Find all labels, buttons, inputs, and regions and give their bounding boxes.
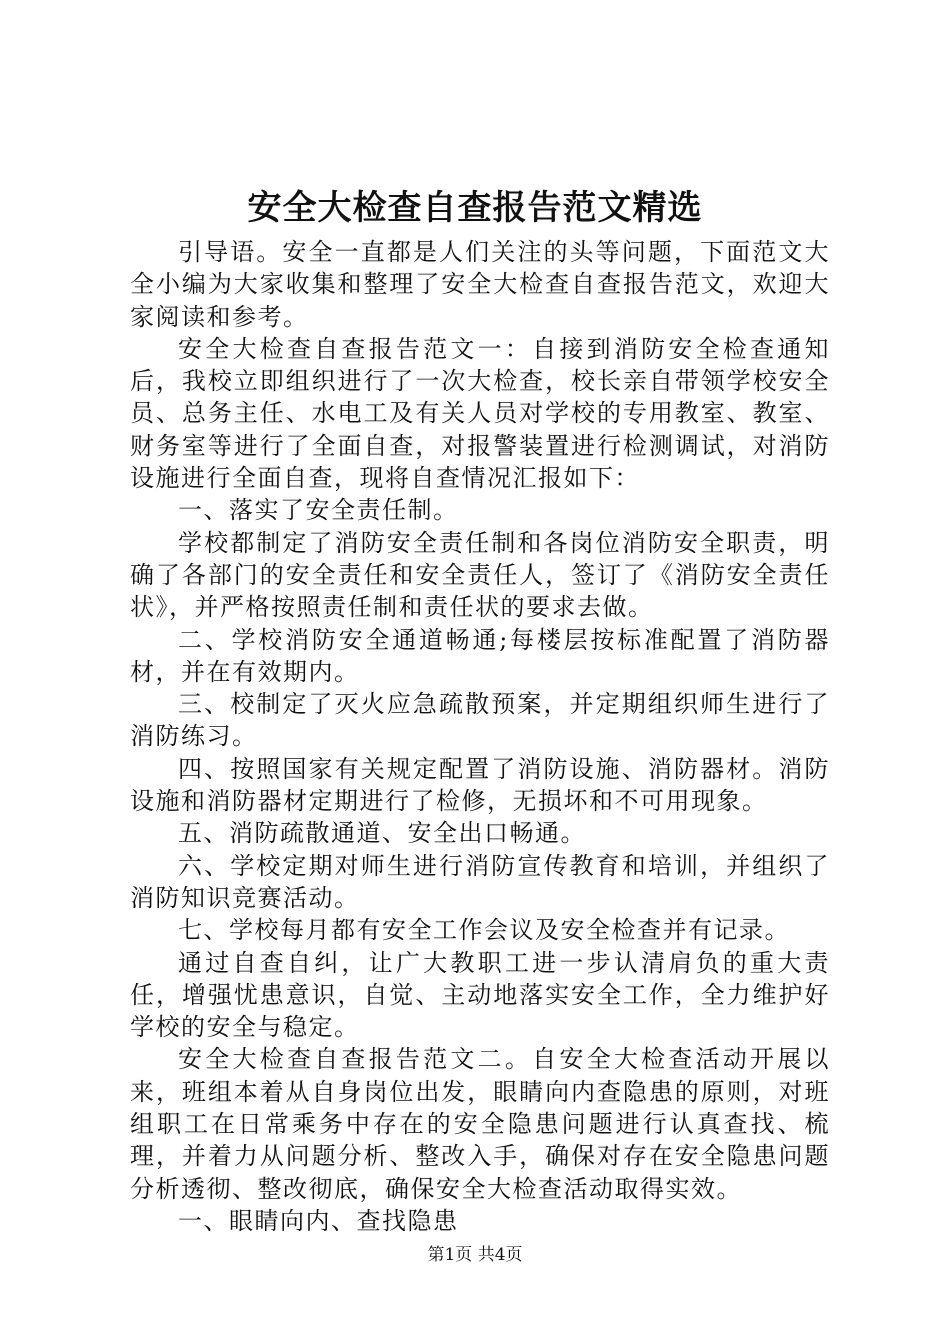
paragraph-sample-two: 安全大检查自查报告范文二。自安全大检查活动开展以来，班组本着从自身岗位出发，眼睛向内查隐患的原则，对班组职工在日常乘务中存在的安全隐患问题进行认真查找、梳理，并着力从问题分析、整改入手，确保对存在安全隐患问题分析透彻、整改彻底，确保安全大检查活动取得实效。 <box>130 1045 830 1203</box>
paragraph-item-5: 五、消防疏散通道、安全出口畅通。 <box>178 819 586 848</box>
paragraph-conclusion: 通过自查自纠，让广大教职工进一步认清肩负的重大责任，增强忧患意识，自觉、主动地落实安全工作，全力维护好学校的安全与稳定。 <box>130 948 830 1042</box>
paragraph-intro: 引导语。安全一直都是人们关注的头等问题，下面范文大全小编为大家收集和整理了安全大检查自查报告范文，欢迎大家阅读和参考。 <box>130 238 830 331</box>
page-number: 第1页 共4页 <box>427 1245 523 1265</box>
document-body <box>130 236 830 1237</box>
paragraph-sample-one: 安全大检查自查报告范文一：自接到消防安全检查通知后，我校立即组织进行了一次大检查，校长亲自带领学校安全员、总务主任、水电工及有关人员对学校的专用教室、教室、财务室等进行了全面自查，对报警装置进行检测调试，对消防设施进行全面自查，现将自查情况汇报如下： <box>130 334 830 493</box>
paragraph-responsibility: 学校都制定了消防安全责任制和各岗位消防安全职责，明确了各部门的安全责任和安全责任人，签订了《消防安全责任状》，并严格按照责任制和责任状的要求去做。 <box>130 528 830 622</box>
paragraph-section-1: 一、眼睛向内、查找隐患 <box>178 1206 459 1235</box>
paragraph-item-7: 七、学校每月都有安全工作会议及安全检查并有记录。 <box>178 916 790 945</box>
document-title: 安全大检查自查报告范文精选 <box>247 188 703 228</box>
paragraph-item-3: 三、校制定了灭火应急疏散预案，并定期组织师生进行了消防练习。 <box>130 690 830 751</box>
paragraph-item-4: 四、按照国家有关规定配置了消防设施、消防器材。消防设施和消防器材定期进行了检修，无损坏和不可用现象。 <box>130 754 830 816</box>
paragraph-item-2: 二、学校消防安全通道畅通;每楼层按标准配置了消防器材，并在有效期内。 <box>130 625 830 686</box>
paragraph-item-6: 六、学校定期对师生进行消防宣传教育和培训，并组织了消防知识竞赛活动。 <box>130 851 830 912</box>
paragraph-item-1: 一、落实了安全责任制。 <box>178 496 459 525</box>
